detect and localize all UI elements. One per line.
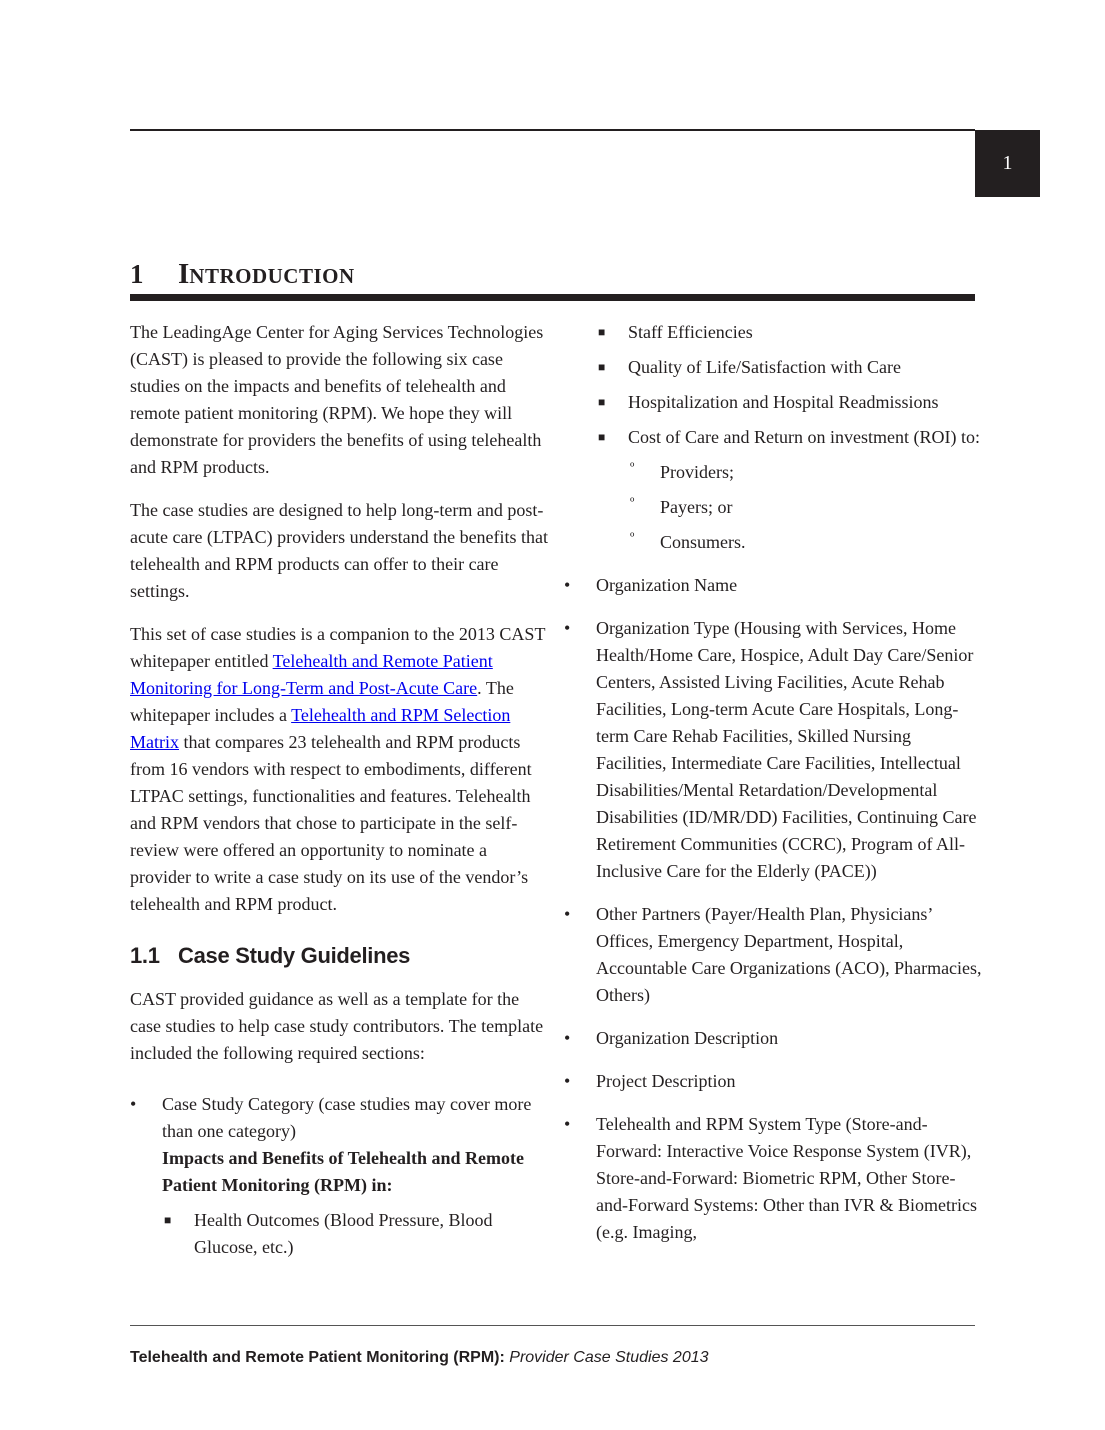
top-rule: [130, 129, 975, 131]
degree-bullet-icon: º: [630, 496, 635, 511]
list-item-text: Organization Name: [596, 575, 738, 595]
right-sub-list: [564, 319, 984, 556]
bullet-icon: •: [564, 1071, 571, 1091]
required-sections-list: [130, 1091, 550, 1261]
sub-list-item-text: Staff Efficiencies: [628, 322, 753, 342]
sub-list-item-text: Quality of Life/Satisfaction with Care: [628, 357, 901, 377]
bullet-icon: •: [564, 575, 571, 595]
section-heading: [130, 938, 550, 974]
footer: [130, 1349, 975, 1367]
chapter-heading: [130, 256, 975, 301]
list-item-text: Organization Description: [596, 1028, 779, 1048]
section-number: 1.1: [130, 943, 160, 968]
bullet-icon: •: [130, 1094, 137, 1114]
page-number-tab: [975, 130, 1040, 197]
degree-bullet-icon: º: [630, 531, 635, 546]
companion-text-3: that compares 23 telehealth and RPM products from 16 vendors with respect to embodiments, different LTPAC settings, functionalities and features. Telehealth and RPM vendors that chose to participate in the self-review were offered an opportunity to nominate a provider to write a case study on its use of the vendor’s telehealth and RPM product.: [130, 732, 532, 914]
section-title: Case Study Guidelines: [178, 943, 411, 968]
list-item: [564, 901, 984, 1009]
list-item-text: Other Partners (Payer/Health Plan, Physicians’ Offices, Emergency Department, Hospital, Accountable Care Organizations (ACO), Pharmacies, Others): [596, 904, 982, 1005]
sub-sub-list-item-text: Payers; or: [660, 497, 733, 517]
list-item-bold-text: Impacts and Benefits of Telehealth and Remote Patient Monitoring (RPM) in:: [162, 1148, 525, 1195]
list-item: [564, 1025, 984, 1052]
right-column: [564, 319, 984, 1246]
chapter-title-rest: NTRODUCTION: [189, 264, 355, 288]
selection-matrix-link[interactable]: Telehealth and RPM Selection Matrix: [130, 705, 511, 752]
bullet-icon: •: [564, 618, 571, 638]
sub-sub-list-item: [628, 494, 984, 521]
sub-list-item-text: Hospitalization and Hospital Readmissions: [628, 392, 939, 412]
square-bullet-icon: ■: [598, 360, 606, 374]
square-bullet-icon: ■: [598, 395, 606, 409]
list-item: [564, 572, 984, 599]
degree-bullet-icon: º: [630, 461, 635, 476]
sub-sub-list-item: [628, 459, 984, 486]
intro-paragraph-1: The LeadingAge Center for Aging Services Technologies (CAST) is pleased to provide the following six case studies on the impacts and benefits of telehealth and remote patient monitoring (RPM). We hope they will demonstrate for providers the benefits of using telehealth and RPM products.: [130, 322, 544, 477]
companion-text-1: This set of case studies is a companion to the 2013 CAST whitepaper entitled: [130, 624, 546, 671]
left-column: [130, 319, 550, 1277]
bullet-icon: •: [564, 1028, 571, 1048]
companion-paragraph: [130, 621, 550, 918]
companion-text-2: . The whitepaper includes a: [130, 678, 514, 725]
sub-sub-list-item: [628, 529, 984, 556]
sub-sub-list-item-text: Consumers.: [660, 532, 746, 552]
square-bullet-icon: ■: [164, 1213, 172, 1227]
footer-subtitle: Provider Case Studies 2013: [509, 1349, 709, 1366]
sub-list-item: [596, 319, 984, 346]
sub-list-item: [596, 424, 984, 556]
list-item: [130, 1091, 550, 1261]
sub-list-item: [596, 354, 984, 381]
list-item: [564, 1111, 984, 1246]
intro-paragraph-2: The case studies are designed to help long-term and post-acute care (LTPAC) providers understand the benefits that telehealth and RPM products can offer to their care settings.: [130, 500, 549, 601]
whitepaper-link[interactable]: Telehealth and Remote Patient Monitoring for Long-Term and Post-Acute Care: [130, 651, 493, 698]
bullet-icon: •: [564, 1114, 571, 1134]
square-bullet-icon: ■: [598, 325, 606, 339]
list-item-text: Telehealth and RPM System Type (Store-and-Forward: Interactive Voice Response System (IVR), Store-and-Forward: Biometric RPM, Other Store-and-Forward Systems: Other than IVR & Biometrics (e.g. Imaging,: [596, 1114, 977, 1242]
section-paragraph: CAST provided guidance as well as a template for the case studies to help case study contributors. The template included the following required sections:: [130, 989, 544, 1063]
footer-rule: [130, 1325, 975, 1326]
sub-list-item-text: Cost of Care and Return on investment (ROI) to:: [628, 427, 980, 447]
right-bullet-list: [564, 572, 984, 1246]
sub-list: [162, 1207, 550, 1261]
list-item-text: Organization Type (Housing with Services, Home Health/Home Care, Hospice, Adult Day Care/Senior Centers, Assisted Living Facilities, Acute Rehab Facilities, Long-term Acute Care Hospitals, Long-term Care Rehab Facilities, Skilled Nursing Facilities, Intermediate Care Facilities, Intellectual Disabilities/Mental Retardation/Developmental Disabilities (ID/MR/DD) Facilities, Continuing Care Retirement Communities (CCRC), Program of All-Inclusive Care for the Elderly (PACE)): [596, 618, 977, 881]
footer-title: Telehealth and Remote Patient Monitoring (RPM):: [130, 1349, 505, 1366]
list-item: [564, 615, 984, 885]
chapter-number: 1: [130, 259, 144, 289]
list-item-text: Project Description: [596, 1071, 736, 1091]
sub-list-item-text: Health Outcomes (Blood Pressure, Blood Glucose, etc.): [194, 1210, 493, 1257]
list-item: [564, 1068, 984, 1095]
bullet-icon: •: [564, 904, 571, 924]
sub-sub-list: [628, 459, 984, 556]
list-item-text: Case Study Category (case studies may cover more than one category): [162, 1094, 532, 1141]
sub-list-item: [162, 1207, 550, 1261]
chapter-title-initial: I: [178, 258, 190, 290]
sub-sub-list-item-text: Providers;: [660, 462, 734, 482]
sub-list-item: [596, 389, 984, 416]
page-number: 1: [1002, 152, 1013, 174]
square-bullet-icon: ■: [598, 430, 606, 444]
